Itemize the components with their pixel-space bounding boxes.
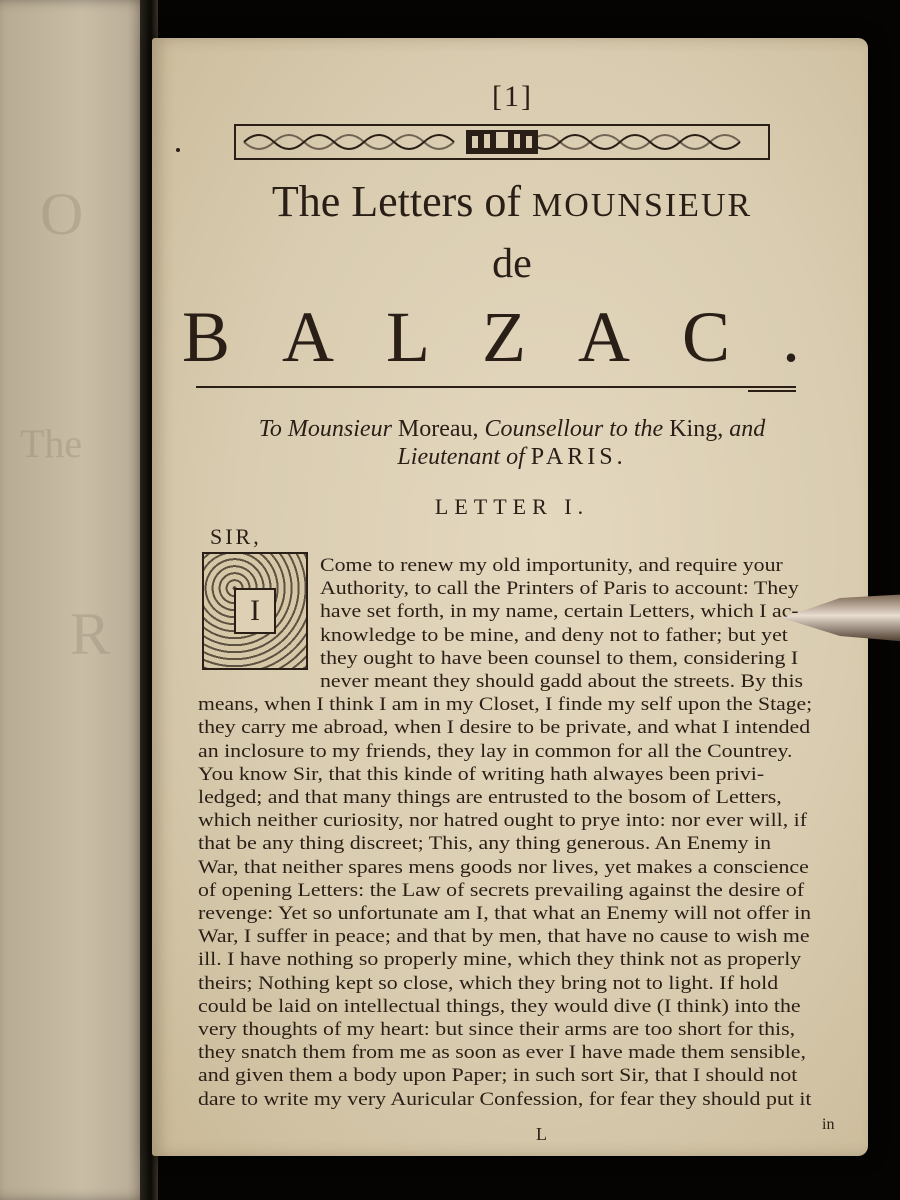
left-page (0, 0, 150, 1200)
letter-body (152, 38, 868, 1156)
body-line: very thoughts of my heart: but since their arms are too short for this, (198, 1019, 796, 1040)
bleed-through-mark: R (70, 601, 111, 667)
body-line: War, I suffer in peace; and that by men, that have no cause to wish me (198, 926, 810, 948)
body-line: dare to write my very Auricular Confession, for fear they should put it (198, 1088, 812, 1110)
signature-mark: L (536, 1124, 547, 1144)
body-line: ledged; and that many things are entrusted to the bosom of Letters, (198, 787, 782, 808)
body-line: ill. I have nothing so properly mine, which they think not as properly (198, 949, 802, 971)
page-number: [1] (492, 80, 533, 113)
body-line: Authority, to call the Printers of Paris to account: They (320, 578, 799, 600)
title-name: MOUNSIEUR (532, 187, 753, 224)
address-part: King, (663, 416, 730, 442)
body-line: knowledge to be mine, and deny not to father; but yet (320, 624, 788, 646)
title-text: The Letters of (271, 177, 533, 226)
body-line: they carry me abroad, when I desire to be private, and what I intended (198, 717, 811, 739)
letter-heading: LETTER I. (434, 494, 590, 519)
body-line: and given them a body upon Paper; in such sort Sir, that I should not (198, 1065, 798, 1087)
address-part: PARIS. (530, 444, 627, 470)
body-line: could be laid on intellectual things, they would dive (I think) into the (198, 995, 801, 1017)
bleed-through-mark: The (20, 421, 83, 466)
address-part: Moreau, (391, 416, 485, 442)
body-line: never meant they should gadd about the streets. By this (320, 671, 804, 692)
address-part: Counsellour to the (484, 416, 664, 442)
body-line: they ought to have been counsel to them, considering I (320, 647, 799, 669)
body-line: an inclosure to my friends, they lay in common for all the Countrey. (198, 740, 793, 762)
body-line: have set forth, in my name, certain Letters, which I ac- (320, 601, 799, 623)
body-line: theirs; Nothing kept so close, which they bring not to light. If hold (198, 972, 779, 994)
body-line: revenge: Yet so unfortunate am I, that what an Enemy will not offer in (198, 903, 812, 924)
body-line: means, when I think I am in my Closet, I finde my self upon the Stage; (198, 694, 813, 716)
catchword: in (822, 1116, 835, 1133)
body-line: that be any thing discreet; This, any thing generous. An Enemy in (198, 833, 772, 855)
bleed-through-mark: O (40, 181, 84, 247)
initial-letter: I (234, 588, 276, 634)
body-line: they snatch them from me as soon as ever I have made them sensible, (198, 1042, 806, 1064)
title-line-2: de (492, 241, 532, 287)
printed-page (152, 38, 868, 1156)
pointer-stick (780, 590, 900, 646)
address-part: and (729, 416, 766, 442)
salutation: SIR, (210, 524, 262, 549)
title-line-3: BALZAC. (182, 297, 852, 377)
body-line: of opening Letters: the Law of secrets prevailing against the desire of (198, 879, 805, 901)
body-line: War, that neither spares mens goods nor lives, yet makes a conscience (198, 856, 809, 878)
address-part: To Mounsieur (258, 416, 392, 442)
body-line: Come to renew my old importunity, and require your (320, 555, 783, 576)
body-line: You know Sir, that this kinde of writing hath alwayes been privi- (198, 763, 765, 785)
body-line: which neither curiosity, nor hatred ought to prye into: nor ever will, if (198, 810, 808, 832)
address-part: Lieutenant of (397, 444, 531, 470)
